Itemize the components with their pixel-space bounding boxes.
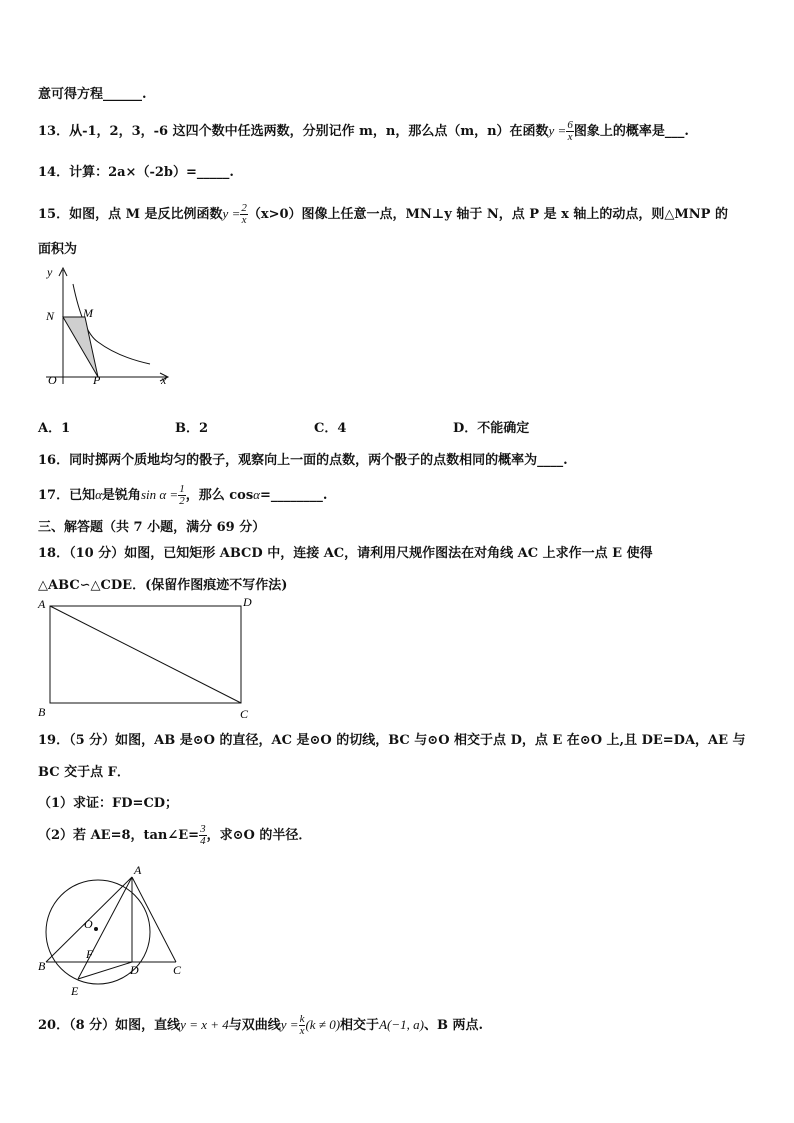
label-f: F (86, 947, 94, 961)
label-p: P (93, 373, 101, 387)
figure-19-circle (36, 862, 196, 1002)
question-20: 20．（8 分）如图，直线y = x + 4与双曲线y = $\frac{k}{x}$ (k ≠ 0)相交于A(−1, a)、B 两点. (38, 1013, 483, 1037)
label-y: y (47, 265, 53, 279)
label-b: B (38, 705, 46, 719)
section-3-heading: 三、解答题（共 7 小题，满分 69 分） (38, 520, 266, 535)
question-16: 16．同时掷两个质地均匀的骰子，观察向上一面的点数，两个骰子的点数相同的概率为____. (38, 453, 568, 468)
label-c: C (173, 963, 182, 977)
question-19-part1: （1）求证：FD=CD； (38, 796, 179, 811)
label-c: C (240, 707, 249, 721)
continuation-line: 意可得方程______. (38, 87, 147, 102)
label-a: A (38, 597, 46, 611)
label-a: A (134, 863, 142, 877)
option-b: B．2 (175, 421, 209, 436)
triangle-mnp (63, 317, 98, 377)
option-d: D．不能确定 (453, 421, 530, 436)
question-19-part2: （2）若 AE=8，tan∠E= $\frac{3}{4}$ ，求⊙O 的半径． (38, 823, 312, 847)
diagonal-ac (50, 606, 241, 703)
segment-ac (132, 877, 176, 962)
label-e: E (71, 984, 79, 998)
label-x: x (161, 373, 167, 387)
label-d: D (130, 963, 139, 977)
figure-18-rectangle (36, 594, 266, 722)
label-m: M (83, 306, 93, 320)
label-b: B (38, 959, 46, 973)
question-19-cont: BC 交于点 F． (38, 765, 130, 780)
label-o: O (84, 917, 93, 931)
question-17: 17．已知α是锐角sin α = $\frac{1}{2}$ ，那么 cosα=________. (38, 483, 328, 507)
label-o: O (48, 373, 57, 387)
question-18-cont: △ABC∽△CDE．(保留作图痕迹不写作法) (38, 578, 288, 593)
question-18: 18．（10 分）如图，已知矩形 ABCD 中，连接 AC，请利用尺规作图法在对角线 AC 上求作一点 E 使得 (38, 546, 653, 561)
label-d: D (243, 595, 252, 609)
question-15: 15．如图，点 M 是反比例函数y = $\frac{2}{x}$ （x>0）图像上任意一点，MN⊥y 轴于 N，点 P 是 x 轴上的动点，则△MNP 的 (38, 202, 728, 226)
label-n: N (46, 309, 55, 323)
question-15-cont: 面积为 (38, 242, 78, 257)
figure-15-graph (38, 262, 178, 392)
option-a: A．1 (38, 421, 71, 436)
center-point (94, 927, 98, 931)
question-13: 13．从-1，2，3，-6 这四个数中任选两数，分别记作 m，n，那么点（m，n）在函数y = $\frac{6}{x}$ 图象上的概率是___. (38, 119, 689, 143)
option-c: C．4 (314, 421, 347, 436)
question-14: 14．计算：2a×（-2b）=_____. (38, 165, 234, 180)
question-19: 19．（5 分）如图，AB 是⊙O 的直径，AC 是⊙O 的切线，BC 与⊙O 相交于点 D，点 E 在⊙O 上,且 DE=DA，AE 与 (38, 733, 746, 748)
